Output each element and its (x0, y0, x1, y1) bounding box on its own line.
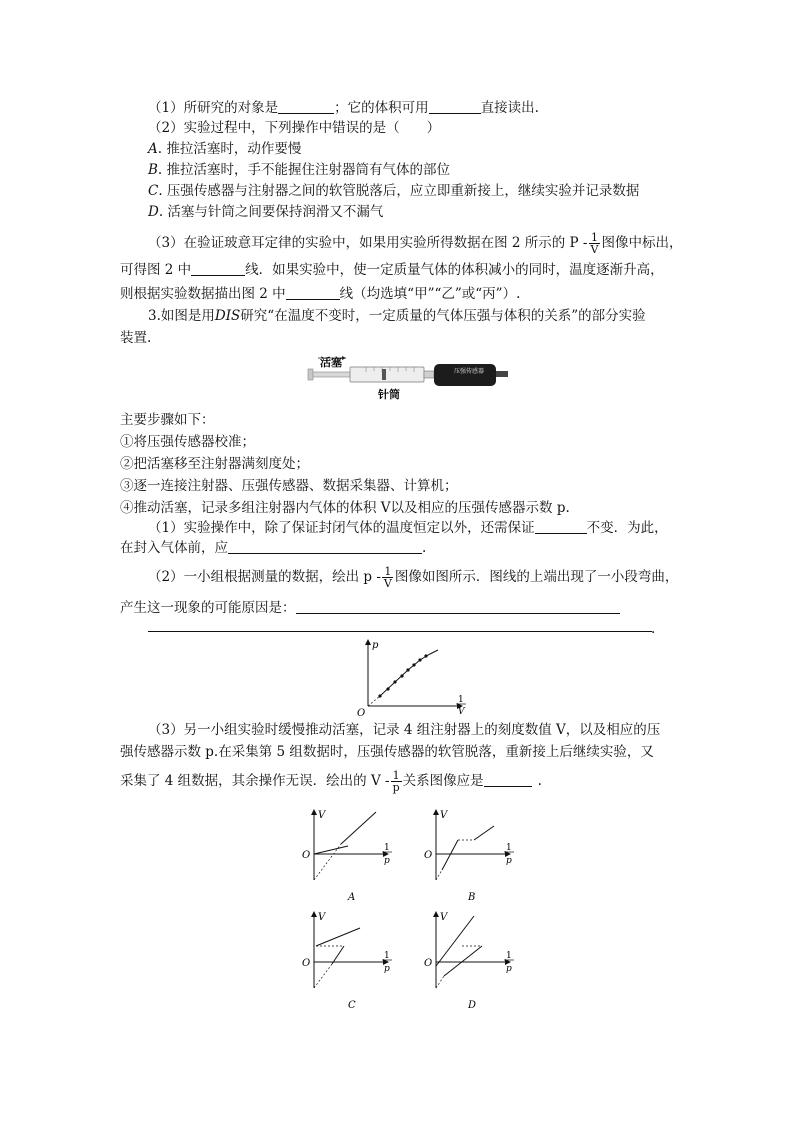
q2-option-b[interactable]: B. 推拉活塞时，手不能握住注射器筒有气体的部位 (148, 162, 451, 178)
svg-text:O: O (424, 958, 433, 969)
s1-line-1: （1）实验操作中，除了保证封闭气体的温度恒定以外，还需保证 不变．为此， (148, 520, 668, 536)
svg-text:O: O (302, 850, 311, 861)
blank-answer-graph[interactable] (484, 772, 532, 787)
syringe-barrel (350, 367, 424, 382)
blank-instrument[interactable] (429, 99, 481, 114)
s3-line-2: 强传感器示数 p.在采集第 5 组数据时，压强传感器的软管脱落，重新接上后继续实验，又 (120, 744, 654, 760)
svg-text:1: 1 (506, 951, 512, 961)
problem-3-line-1: 3.如图是用DIS研究“在温度不变时，一定质量的气体压强与体积的关系”的部分实验 (148, 308, 646, 324)
steps-intro: 主要步骤如下： (120, 412, 215, 428)
piston-label: 活塞 (320, 356, 342, 369)
s2-line-2: 产生这一现象的可能原因是： (120, 598, 620, 618)
s2-end-period: . (651, 621, 656, 637)
svg-text:C: C (348, 1000, 356, 1011)
blank-reason[interactable] (296, 599, 620, 614)
svg-text:V: V (458, 707, 465, 717)
svg-text:压强传感器: 压强传感器 (454, 368, 485, 375)
dashed-extension (368, 696, 380, 706)
svg-text:1: 1 (384, 843, 390, 853)
svg-text:V: V (318, 810, 326, 821)
s3-line-3: 采集了 4 组数据，其余操作无误．绘出的 V - $\frac{1}{p}$ 关系图像应是 . (120, 769, 542, 794)
blank-constant[interactable] (535, 519, 587, 534)
svg-text:1: 1 (506, 843, 512, 853)
s2-line-1: （2）一小组根据测量的数据，绘出 p - $\frac{1}{V}$ 图像如图所示．图线的上端出现了一小段弯曲， (148, 565, 679, 590)
option-graph-b[interactable] (418, 806, 522, 906)
q3-line-2: 可得图 2 中 线．如果实验中，使一定质量气体的体积减小的同时，温度逐渐升高， (120, 262, 664, 278)
step-3: ③逐一连接注射器、压强传感器、数据采集器、计算机； (120, 478, 458, 494)
svg-text:V: V (440, 912, 448, 923)
blank-object[interactable] (278, 99, 334, 114)
svg-text:V: V (318, 912, 326, 923)
option-graph-d[interactable] (418, 908, 522, 1014)
p-vs-inverse-v-graph (350, 636, 480, 720)
svg-text:B: B (468, 892, 476, 903)
step-2: ②把活塞移至注射器满刻度处； (120, 456, 309, 472)
s1-line-2: 在封入气体前，应 . (120, 540, 427, 556)
svg-text:O: O (302, 958, 311, 969)
blank-reason-continued[interactable] (148, 631, 652, 632)
q3-line-3: 则根据实验数据描出图 2 中 线（均选填“甲”“乙”或“丙”）. (120, 286, 521, 302)
blank-line-a[interactable] (191, 261, 245, 276)
svg-text:p: p (372, 640, 379, 651)
svg-text:1: 1 (458, 695, 464, 705)
fraction-1-over-p: $\frac{1}{p}$ (392, 769, 400, 794)
q2-option-a[interactable]: A. 推拉活塞时，动作要慢 (148, 141, 302, 157)
svg-text:D: D (468, 1000, 477, 1011)
svg-text:1: 1 (384, 951, 390, 961)
barrel-label: 针筒 (378, 388, 400, 401)
svg-text:O: O (424, 850, 433, 861)
blank-procedure[interactable] (228, 539, 422, 554)
q3-line-1: （3）在验证玻意耳定律的实验中，如果用实验所得数据在图 2 所示的 P - $\frac{1}{V}$ 图像中标出， (148, 231, 683, 256)
svg-text:A: A (348, 892, 356, 903)
svg-text:V: V (440, 810, 448, 821)
problem-3-line-2: 装置. (120, 330, 152, 346)
syringe-apparatus-image (306, 352, 512, 402)
q1-line: （1）所研究的对象是 ；它的体积可用 直接读出. (148, 100, 539, 116)
q2-stem: （2）实验过程中，下列操作中错误的是（ ） (148, 120, 441, 136)
svg-text:p: p (384, 964, 390, 974)
svg-text:p: p (384, 856, 390, 866)
plunger-rod (312, 372, 352, 377)
s3-line-1: （3）另一小组实验时缓慢推动活塞，记录 4 组注射器上的刻度数值 V，以及相应的压 (148, 722, 661, 738)
option-graph-c[interactable] (296, 908, 400, 1014)
option-graph-a[interactable] (296, 806, 400, 906)
q2-option-d[interactable]: D. 活塞与针筒之间要保持润滑又不漏气 (148, 204, 384, 220)
svg-text:p: p (506, 856, 512, 866)
svg-text:O: O (357, 708, 366, 719)
step-1: ①将压强传感器校准； (120, 434, 255, 450)
fraction-1-over-v-2: $\frac{1}{V}$ (383, 565, 392, 590)
step-4: ④推动活塞，记录多组注射器内气体的体积 V以及相应的压强传感器示数 p. (120, 500, 570, 516)
blank-line-b[interactable] (286, 285, 340, 300)
fraction-1-over-v: $\frac{1}{V}$ (590, 231, 599, 256)
q2-option-c[interactable]: C. 压强传感器与注射器之间的软管脱落后，应立即重新接上，继续实验并记录数据 (148, 183, 640, 199)
svg-text:p: p (506, 964, 512, 974)
